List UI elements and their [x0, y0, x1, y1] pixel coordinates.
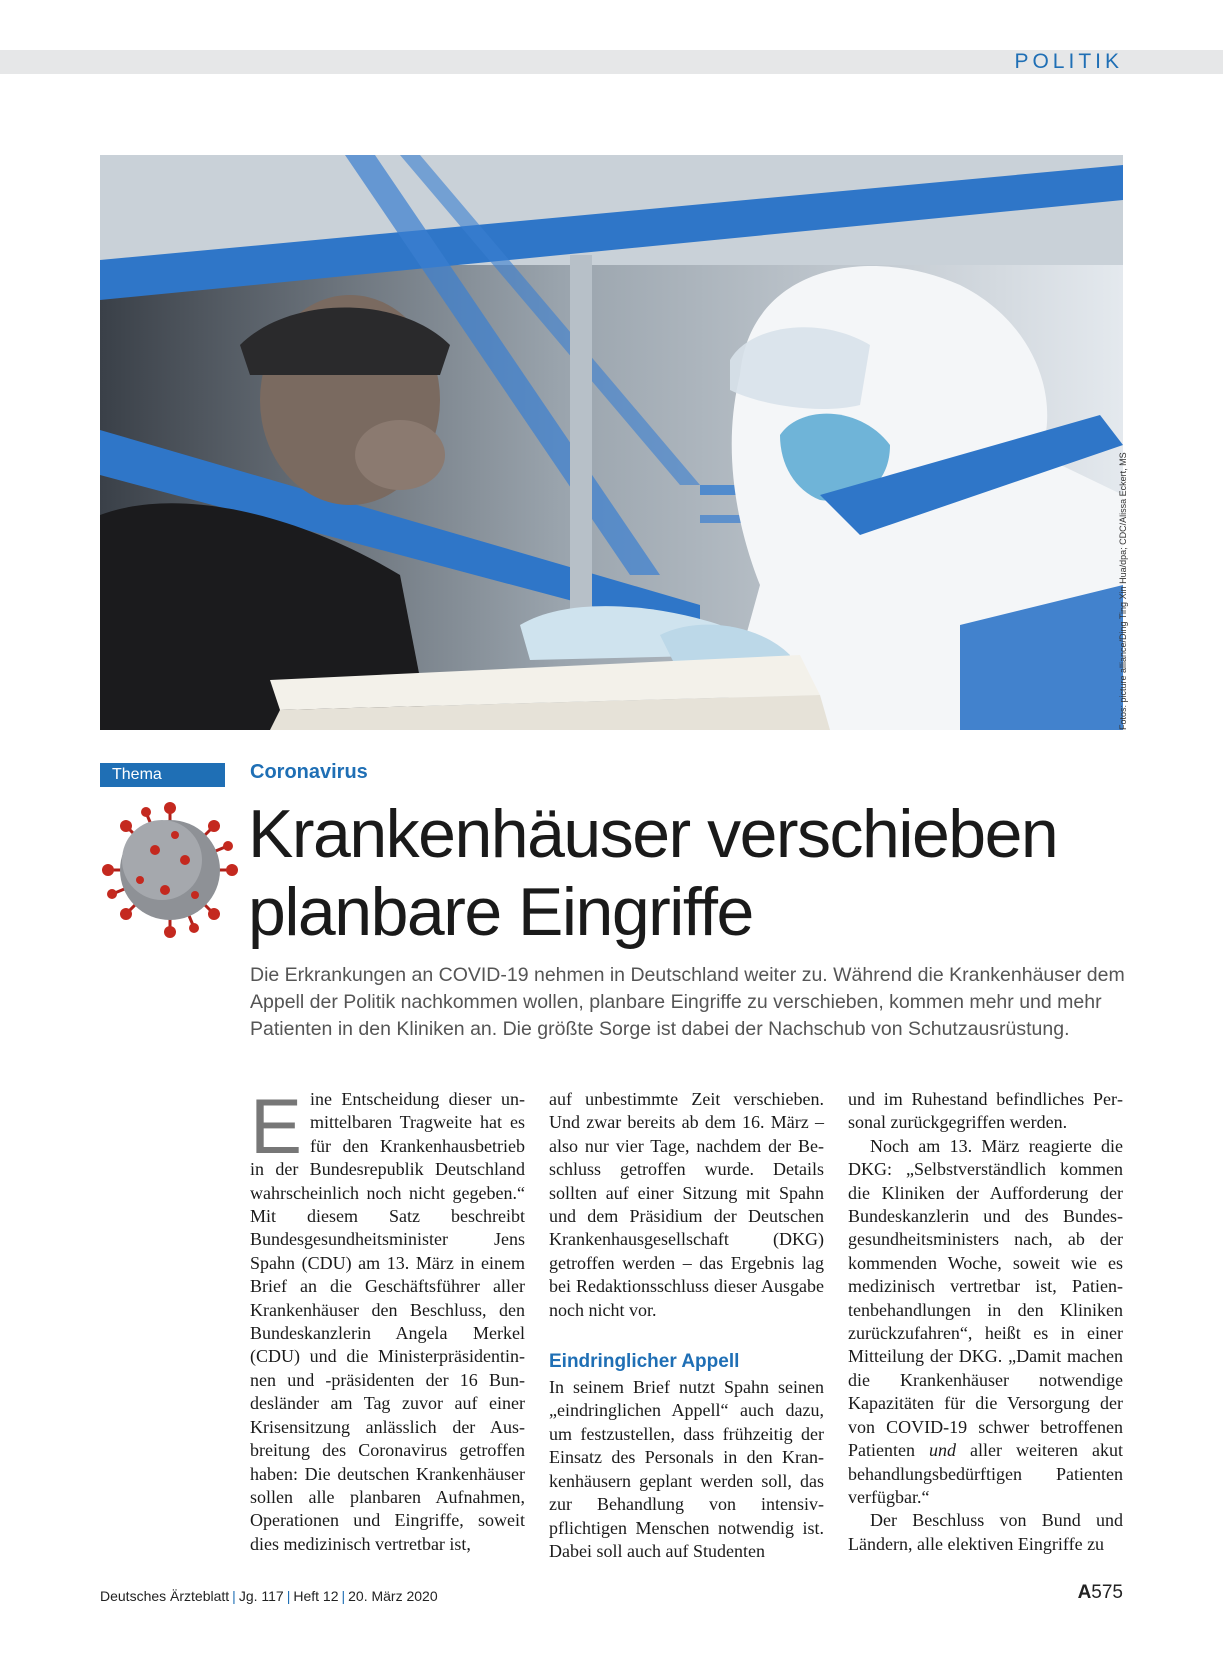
page-number-value: 575	[1091, 1582, 1123, 1603]
text-column-1	[250, 1082, 525, 1556]
coronavirus-icon	[100, 800, 240, 940]
text-run: aller weiteren akut behandlungsbedürftigen Patienten verfügbar.“	[848, 1440, 1124, 1507]
topic-tag: Thema	[100, 763, 225, 787]
article-title-line2: planbare Eingriffe	[248, 874, 753, 950]
paragraph	[848, 1135, 1123, 1510]
publication-name: Deutsches Ärzteblatt	[100, 1588, 230, 1604]
paragraph: Der Beschluss von Bund und Ländern, alle elektiven Eingriffe zu	[848, 1510, 1123, 1554]
photo-credit: Fotos: picture alliance/Ding Ting Xin Hua/dpa; CDC/Alissa Eckert, MS	[1118, 452, 1128, 730]
emphasis: und	[929, 1440, 957, 1461]
separator: |	[286, 1588, 291, 1604]
text-column-2	[549, 1088, 824, 1563]
article-title	[248, 795, 1118, 951]
volume: Jg. 117	[238, 1588, 284, 1604]
text-run: Noch am 13. März reagierte die DKG: „Selbstverständlich kommen die Kliniken der Aufforderung der Bundeskanzlerin und des Bundesgesundheitsministers nach, ab der kommenden Woche, soweit wie es medizinisch vertretbar ist, Patientenbehandlungen in den Kliniken zurückzufahren“, heißt es in einer Mitteilung der DKG. „Damit machen die Krankenhäuser notwendige Kapazitäten für die Versorgung der von COVID-19 schwer betroffenen Patienten	[848, 1135, 1123, 1461]
issue-date: 20. März 2020	[348, 1588, 438, 1604]
kicker: Coronavirus	[250, 761, 368, 783]
hero-photo	[100, 155, 1123, 730]
page-number	[1078, 1582, 1123, 1604]
paragraph: ine Entscheidung dieser unmittelbaren Tragweite hat es für den Krankenhausbetrieb in der Bundesrepublik Deutschland wahrscheinlich noch nicht gegeben.“ Mit diesem Satz beschreibt Bundesgesundheitsminister Jens Spahn (CDU) am 13. März in einem Brief an die Geschäftsführer aller Krankenhäuser den Beschluss, den Bundeskanzlerin Angela Merkel (CDU) und die Ministerpräsidentinnen und -präsidenten der 16 Bundesländer am Tag zuvor auf einer Krisensitzung anlässlich der Ausbreitung des Coronavirus getroffen haben: Die deutschen Krankenhäuser sollen alle planbaren Aufnahmen, Operationen und Eingriffe, soweit dies medizinisch vertretbar ist,	[250, 1089, 525, 1554]
paragraph: In seinem Brief nutzt Spahn seinen „eindringlichen Appell“ auch dazu, um festzustellen, dass frühzeitig der Einsatz des Personals in den Krankenhäusern geplant werden soll, das zur Behandlung von intensivpflichtigen Menschen notwendig ist. Dabei soll auch auf Studenten	[549, 1377, 824, 1561]
paragraph: auf unbestimmte Zeit verschieben. Und zwar bereits ab dem 16. März – also nur vier Tage, nachdem der Beschluss getroffen wurde. Details sollten auf einer Sitzung mit Spahn und dem Präsidium der Deutschen Krankenhausgesellschaft (DKG) getroffen werden – das Ergebnis lag bei Redaktionsschluss dieser Ausgabe noch nicht vor.	[549, 1089, 824, 1320]
separator: |	[341, 1588, 346, 1604]
section-subhead: Eindringlicher Appell	[549, 1351, 740, 1373]
article-lead: Die Erkrankungen an COVID-19 nehmen in Deutschland weiter zu. Während die Krankenhäuser dem Appell der Politik nachkommen wollen, planbare Eingriffe zu verschieben, kommen mehr und mehr Patienten in den Kliniken an. Die größte Sorge ist dabei der Nachschub von Schutzausrüstung.	[250, 964, 1125, 1040]
footer-citation	[100, 1588, 438, 1604]
text-column-3	[848, 1088, 1123, 1556]
separator: |	[232, 1588, 236, 1604]
page-prefix: A	[1077, 1582, 1092, 1603]
paragraph: und im Ruhestand befindliches Personal zurückgegriffen werden.	[848, 1089, 1123, 1133]
article-title-line1: Krankenhäuser verschieben	[248, 796, 1058, 872]
drop-cap: E	[250, 1082, 303, 1170]
section-label: POLITIK	[1014, 50, 1123, 73]
issue: Heft 12	[293, 1588, 339, 1604]
